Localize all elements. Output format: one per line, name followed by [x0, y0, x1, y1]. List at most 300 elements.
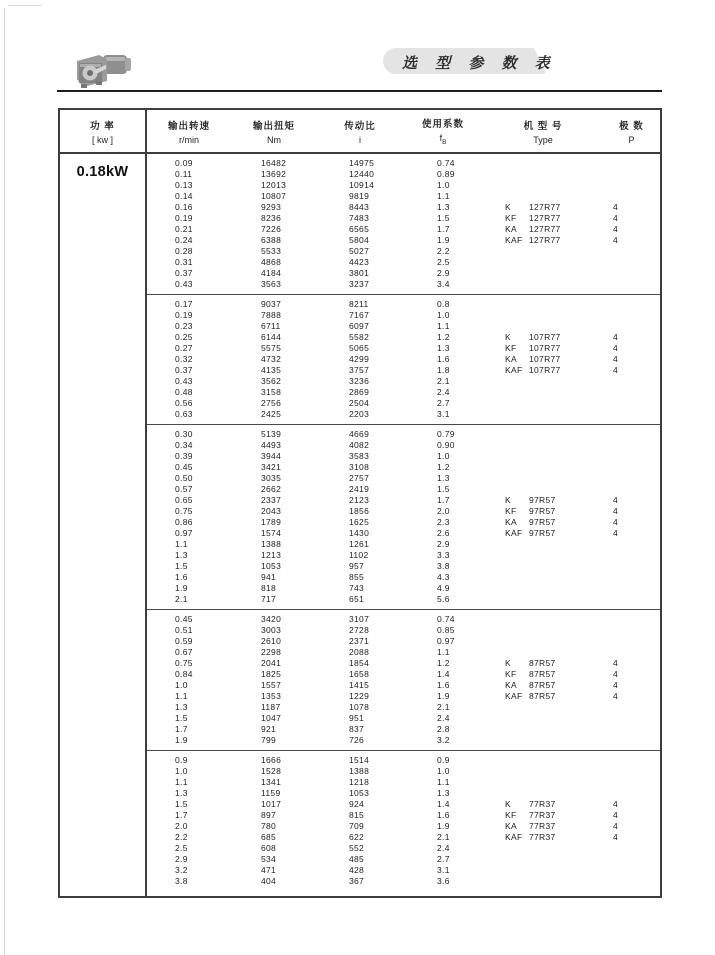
- poles-cell: [603, 713, 660, 724]
- model-prefix: [505, 614, 529, 625]
- poles-cell: [603, 451, 660, 462]
- ratio-cell: 815: [349, 810, 365, 820]
- torque-cell: 1341: [261, 777, 282, 787]
- speed-cell: 0.34: [175, 440, 193, 450]
- torque-cell: 1574: [261, 528, 282, 538]
- torque-cell: 5139: [261, 429, 282, 439]
- model-cell: [483, 680, 603, 691]
- model-cell: [483, 279, 603, 290]
- poles-cell: [603, 180, 660, 191]
- speed-cell: 0.48: [175, 387, 193, 397]
- model-prefix: KA: [505, 821, 517, 831]
- torque-cell: 897: [261, 810, 277, 820]
- model-prefix: [505, 583, 529, 594]
- speed-cell: 0.37: [175, 268, 193, 278]
- poles-cell: [603, 279, 660, 290]
- table-row: [147, 343, 660, 354]
- table-row: [147, 191, 660, 202]
- speed-cell: 0.45: [175, 614, 193, 624]
- speed-cell: 0.23: [175, 321, 193, 331]
- torque-cell: 2041: [261, 658, 282, 668]
- service-factor-cell: 1.2: [437, 462, 450, 472]
- ratio-cell: 1261: [349, 539, 370, 549]
- model-prefix: [505, 169, 529, 180]
- table-row: [147, 246, 660, 257]
- ratio-cell: 2371: [349, 636, 370, 646]
- poles-cell: [603, 854, 660, 865]
- ratio-cell: 837: [349, 724, 365, 734]
- table-block: [147, 295, 660, 425]
- model-size: 97R57: [529, 495, 556, 505]
- service-factor-cell: 2.1: [437, 832, 450, 842]
- poles-cell: 4: [613, 832, 619, 842]
- model-cell: [483, 572, 603, 583]
- model-cell: [483, 865, 603, 876]
- service-factor-cell: 2.5: [437, 257, 450, 267]
- speed-cell: 0.67: [175, 647, 193, 657]
- model-cell: [483, 310, 603, 321]
- ratio-cell: 3108: [349, 462, 370, 472]
- speed-cell: 0.56: [175, 398, 193, 408]
- torque-cell: 3158: [261, 387, 282, 397]
- table-row: [147, 473, 660, 484]
- service-factor-cell: 2.7: [437, 854, 450, 864]
- speed-cell: 1.1: [175, 777, 188, 787]
- ratio-cell: 6097: [349, 321, 370, 331]
- ratio-cell: 2869: [349, 387, 370, 397]
- service-factor-cell: 1.2: [437, 658, 450, 668]
- ratio-cell: 367: [349, 876, 365, 886]
- model-prefix: [505, 636, 529, 647]
- poles-cell: [603, 387, 660, 398]
- model-prefix: KAF: [505, 691, 523, 701]
- service-factor-cell: 1.9: [437, 821, 450, 831]
- torque-cell: 2610: [261, 636, 282, 646]
- table-row: [147, 777, 660, 788]
- service-factor-cell: 5.6: [437, 594, 450, 604]
- service-factor-cell: 4.3: [437, 572, 450, 582]
- torque-cell: 4135: [261, 365, 282, 375]
- service-factor-cell: 1.6: [437, 354, 450, 364]
- model-size: 77R37: [529, 799, 556, 809]
- ratio-cell: 1856: [349, 506, 370, 516]
- poles-cell: [603, 550, 660, 561]
- model-cell: [483, 583, 603, 594]
- table-row: [147, 484, 660, 495]
- table-row: [147, 279, 660, 290]
- model-size: 107R77: [529, 343, 561, 353]
- table-row: [147, 735, 660, 746]
- table-row: [147, 332, 660, 343]
- table-row: [147, 462, 660, 473]
- poles-cell: [603, 376, 660, 387]
- model-prefix: [505, 409, 529, 420]
- poles-cell: [603, 843, 660, 854]
- ratio-cell: 9819: [349, 191, 370, 201]
- model-prefix: [505, 702, 529, 713]
- ratio-cell: 3236: [349, 376, 370, 386]
- poles-cell: [603, 614, 660, 625]
- torque-cell: 9037: [261, 299, 282, 309]
- ratio-cell: 1514: [349, 755, 370, 765]
- model-cell: [483, 506, 603, 517]
- poles-cell: [603, 766, 660, 777]
- poles-cell: [603, 268, 660, 279]
- model-cell: [483, 724, 603, 735]
- model-prefix: [505, 321, 529, 332]
- model-cell: [483, 832, 603, 843]
- speed-cell: 0.14: [175, 191, 193, 201]
- table-row: [147, 658, 660, 669]
- poles-cell: 4: [613, 365, 619, 375]
- ratio-cell: 957: [349, 561, 365, 571]
- torque-cell: 534: [261, 854, 277, 864]
- model-cell: [483, 658, 603, 669]
- table-row: [147, 755, 660, 766]
- poles-cell: [603, 191, 660, 202]
- speed-cell: 0.27: [175, 343, 193, 353]
- table-row: [147, 614, 660, 625]
- ratio-cell: 1658: [349, 669, 370, 679]
- model-cell: [483, 473, 603, 484]
- torque-cell: 3944: [261, 451, 282, 461]
- service-factor-cell: 0.90: [437, 440, 455, 450]
- model-prefix: K: [505, 332, 511, 342]
- ratio-cell: 14975: [349, 158, 375, 168]
- poles-cell: [603, 440, 660, 451]
- speed-cell: 2.5: [175, 843, 188, 853]
- table-row: [147, 365, 660, 376]
- model-cell: [483, 321, 603, 332]
- ratio-cell: 4082: [349, 440, 370, 450]
- model-prefix: KF: [505, 669, 517, 679]
- poles-cell: [603, 777, 660, 788]
- table-row: [147, 550, 660, 561]
- model-cell: [483, 484, 603, 495]
- model-prefix: [505, 713, 529, 724]
- model-prefix: KA: [505, 354, 517, 364]
- speed-cell: 1.5: [175, 799, 188, 809]
- ratio-cell: 3801: [349, 268, 370, 278]
- model-prefix: [505, 462, 529, 473]
- model-cell: [483, 550, 603, 561]
- ratio-cell: 1229: [349, 691, 370, 701]
- service-factor-cell: 1.1: [437, 647, 450, 657]
- table-block: [147, 425, 660, 610]
- ratio-cell: 3107: [349, 614, 370, 624]
- model-cell: [483, 191, 603, 202]
- model-size: 77R37: [529, 832, 556, 842]
- ratio-cell: 622: [349, 832, 365, 842]
- speed-cell: 0.39: [175, 451, 193, 461]
- table-row: [147, 810, 660, 821]
- torque-cell: 799: [261, 735, 277, 745]
- ratio-cell: 5582: [349, 332, 370, 342]
- model-cell: [483, 843, 603, 854]
- speed-cell: 0.43: [175, 279, 193, 289]
- service-factor-cell: 0.74: [437, 614, 455, 624]
- poles-cell: 4: [613, 354, 619, 364]
- ratio-cell: 951: [349, 713, 365, 723]
- table-row: [147, 572, 660, 583]
- model-prefix: [505, 398, 529, 409]
- table-row: [147, 387, 660, 398]
- service-factor-cell: 1.3: [437, 343, 450, 353]
- model-size: 87R57: [529, 691, 556, 701]
- model-cell: [483, 451, 603, 462]
- table-row: [147, 224, 660, 235]
- model-cell: [483, 810, 603, 821]
- model-cell: [483, 539, 603, 550]
- ratio-cell: 2123: [349, 495, 370, 505]
- table-row: [147, 647, 660, 658]
- model-prefix: [505, 647, 529, 658]
- ratio-cell: 651: [349, 594, 365, 604]
- table-row: [147, 876, 660, 887]
- table-body: [60, 154, 660, 896]
- header-service-factor: 使用系数 $f_B$: [421, 119, 464, 146]
- model-size: 87R57: [529, 658, 556, 668]
- service-factor-cell: 3.3: [437, 550, 450, 560]
- model-cell: [483, 376, 603, 387]
- model-cell: [483, 876, 603, 887]
- table-block: [147, 154, 660, 295]
- ratio-cell: 1388: [349, 766, 370, 776]
- torque-cell: 717: [261, 594, 277, 604]
- poles-cell: [603, 865, 660, 876]
- header-ratio: 传动比 i: [344, 120, 376, 145]
- table-row: [147, 310, 660, 321]
- model-cell: [483, 429, 603, 440]
- service-factor-cell: 0.9: [437, 755, 450, 765]
- model-prefix: [505, 854, 529, 865]
- service-factor-cell: 1.3: [437, 788, 450, 798]
- ratio-cell: 3757: [349, 365, 370, 375]
- table-row: [147, 235, 660, 246]
- title-banner: [383, 48, 557, 74]
- model-size: 127R77: [529, 202, 561, 212]
- ratio-cell: 1430: [349, 528, 370, 538]
- speed-cell: 1.9: [175, 735, 188, 745]
- ratio-cell: 924: [349, 799, 365, 809]
- model-size: 107R77: [529, 365, 561, 375]
- torque-cell: 3003: [261, 625, 282, 635]
- model-cell: [483, 462, 603, 473]
- speed-cell: 1.5: [175, 561, 188, 571]
- service-factor-cell: 0.74: [437, 158, 455, 168]
- table-row: [147, 636, 660, 647]
- model-prefix: KF: [505, 213, 517, 223]
- torque-cell: 2043: [261, 506, 282, 516]
- model-cell: [483, 647, 603, 658]
- model-cell: [483, 180, 603, 191]
- service-factor-cell: 0.85: [437, 625, 455, 635]
- model-prefix: [505, 429, 529, 440]
- torque-cell: 780: [261, 821, 277, 831]
- torque-cell: 1388: [261, 539, 282, 549]
- table-row: [147, 440, 660, 451]
- service-factor-cell: 2.2: [437, 246, 450, 256]
- model-prefix: KAF: [505, 528, 523, 538]
- table-row: [147, 799, 660, 810]
- model-prefix: KF: [505, 810, 517, 820]
- model-prefix: [505, 865, 529, 876]
- torque-cell: 471: [261, 865, 277, 875]
- torque-cell: 1053: [261, 561, 282, 571]
- table-row: [147, 528, 660, 539]
- model-prefix: KAF: [505, 235, 523, 245]
- poles-cell: [603, 462, 660, 473]
- model-prefix: [505, 310, 529, 321]
- torque-cell: 2662: [261, 484, 282, 494]
- poles-cell: [603, 647, 660, 658]
- torque-cell: 3421: [261, 462, 282, 472]
- model-prefix: [505, 484, 529, 495]
- header-output-torque: 输出扭矩 Nm: [252, 120, 295, 145]
- torque-cell: 1528: [261, 766, 282, 776]
- torque-cell: 4184: [261, 268, 282, 278]
- model-prefix: KF: [505, 506, 517, 516]
- model-cell: [483, 257, 603, 268]
- model-prefix: [505, 625, 529, 636]
- model-cell: [483, 268, 603, 279]
- header-output-speed: 输出转速 r/min: [167, 120, 210, 145]
- table-header: [60, 110, 660, 154]
- poles-cell: 4: [613, 202, 619, 212]
- speed-cell: 0.86: [175, 517, 193, 527]
- model-prefix: [505, 561, 529, 572]
- table-row: [147, 517, 660, 528]
- table-block: [147, 751, 660, 896]
- model-prefix: KAF: [505, 832, 523, 842]
- table-row: [147, 451, 660, 462]
- ratio-cell: 1102: [349, 550, 369, 560]
- poles-cell: 4: [613, 213, 619, 223]
- service-factor-cell: 1.5: [437, 484, 450, 494]
- service-factor-cell: 1.6: [437, 810, 450, 820]
- speed-cell: 3.2: [175, 865, 188, 875]
- torque-cell: 2756: [261, 398, 282, 408]
- speed-cell: 1.3: [175, 550, 188, 560]
- table-row: [147, 539, 660, 550]
- poles-cell: [603, 310, 660, 321]
- model-cell: [483, 799, 603, 810]
- poles-cell: [603, 702, 660, 713]
- torque-cell: 2425: [261, 409, 282, 419]
- table-row: [147, 180, 660, 191]
- poles-cell: [603, 169, 660, 180]
- ratio-cell: 2504: [349, 398, 370, 408]
- service-factor-cell: 1.4: [437, 799, 450, 809]
- speed-cell: 0.57: [175, 484, 193, 494]
- speed-cell: 0.30: [175, 429, 193, 439]
- speed-cell: 0.37: [175, 365, 193, 375]
- model-prefix: [505, 550, 529, 561]
- poles-cell: [603, 257, 660, 268]
- model-cell: [483, 636, 603, 647]
- table-row: [147, 299, 660, 310]
- model-cell: [483, 669, 603, 680]
- table-row: [147, 854, 660, 865]
- poles-cell: [603, 429, 660, 440]
- model-prefix: [505, 539, 529, 550]
- service-factor-cell: 0.8: [437, 299, 450, 309]
- service-factor-cell: 1.0: [437, 451, 450, 461]
- model-size: 87R57: [529, 680, 556, 690]
- model-prefix: [505, 257, 529, 268]
- table-row: [147, 766, 660, 777]
- model-cell: [483, 224, 603, 235]
- torque-cell: 4732: [261, 354, 282, 364]
- ratio-cell: 2088: [349, 647, 370, 657]
- torque-cell: 4868: [261, 257, 282, 267]
- service-factor-cell: 1.3: [437, 202, 450, 212]
- model-prefix: KA: [505, 517, 517, 527]
- speed-cell: 0.31: [175, 257, 193, 267]
- model-cell: [483, 614, 603, 625]
- service-factor-cell: 3.1: [437, 865, 450, 875]
- header-model: 机 型 号 Type: [523, 120, 563, 145]
- torque-cell: 1666: [261, 755, 282, 765]
- model-cell: [483, 343, 603, 354]
- model-prefix: [505, 180, 529, 191]
- table-row: [147, 398, 660, 409]
- poles-cell: [603, 594, 660, 605]
- poles-cell: [603, 473, 660, 484]
- service-factor-cell: 2.9: [437, 268, 450, 278]
- table-row: [147, 788, 660, 799]
- scan-edge: [8, 5, 42, 6]
- model-size: 127R77: [529, 213, 561, 223]
- torque-cell: 5533: [261, 246, 282, 256]
- poles-cell: 4: [613, 235, 619, 245]
- ratio-cell: 2757: [349, 473, 370, 483]
- ratio-cell: 4299: [349, 354, 370, 364]
- table-row: [147, 169, 660, 180]
- model-prefix: [505, 735, 529, 746]
- service-factor-cell: 1.0: [437, 310, 450, 320]
- ratio-cell: 1053: [349, 788, 370, 798]
- torque-cell: 2337: [261, 495, 282, 505]
- service-factor-cell: 1.3: [437, 473, 450, 483]
- model-cell: [483, 387, 603, 398]
- torque-cell: 13692: [261, 169, 287, 179]
- table-row: [147, 409, 660, 420]
- poles-cell: [603, 246, 660, 257]
- poles-cell: [603, 321, 660, 332]
- table-row: [147, 843, 660, 854]
- table-row: [147, 702, 660, 713]
- service-factor-cell: 3.8: [437, 561, 450, 571]
- speed-cell: 1.0: [175, 680, 188, 690]
- ratio-cell: 3583: [349, 451, 370, 461]
- service-factor-cell: 1.2: [437, 332, 450, 342]
- torque-cell: 404: [261, 876, 277, 886]
- table-row: [147, 713, 660, 724]
- torque-cell: 5575: [261, 343, 282, 353]
- torque-cell: 9293: [261, 202, 282, 212]
- model-cell: [483, 517, 603, 528]
- model-prefix: [505, 473, 529, 484]
- model-size: 77R37: [529, 821, 556, 831]
- speed-cell: 0.11: [175, 169, 193, 179]
- model-cell: [483, 409, 603, 420]
- model-cell: [483, 246, 603, 257]
- ratio-cell: 726: [349, 735, 365, 745]
- model-size: 107R77: [529, 332, 561, 342]
- ratio-cell: 8443: [349, 202, 370, 212]
- speed-cell: 2.9: [175, 854, 188, 864]
